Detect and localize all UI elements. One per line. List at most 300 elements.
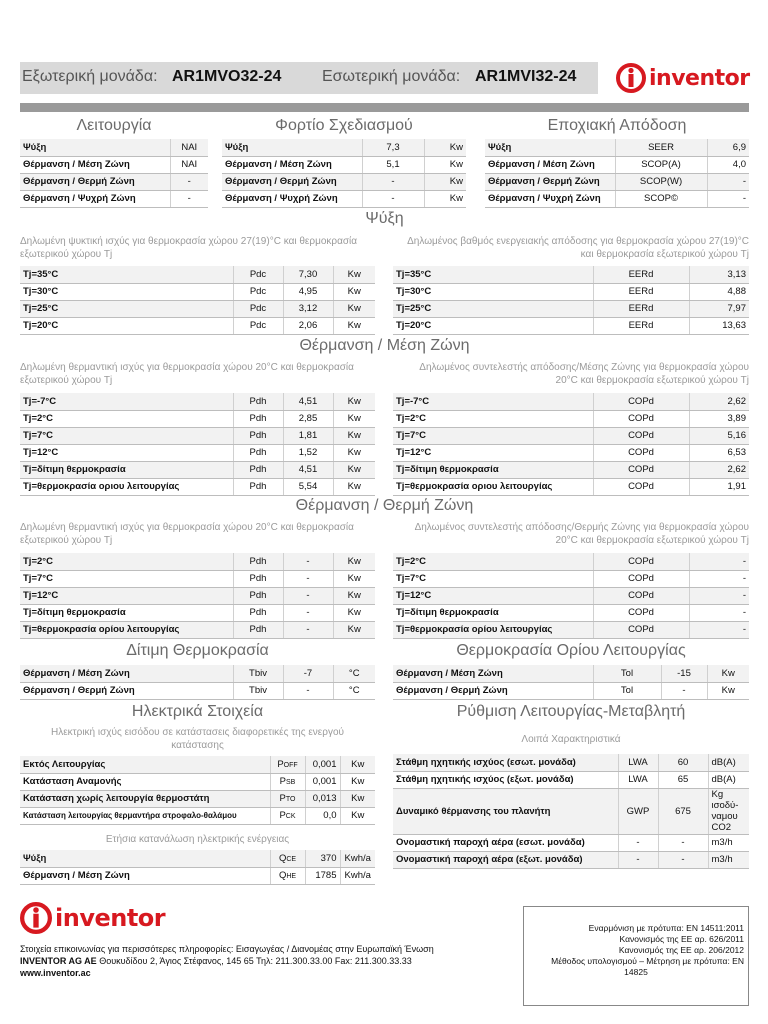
table-row xyxy=(20,427,375,444)
table-row xyxy=(20,756,375,773)
row-value: - xyxy=(283,621,333,638)
row-value-end: 2,62 xyxy=(689,393,749,410)
table-row xyxy=(20,190,208,207)
row-value-end: Kw xyxy=(333,587,375,604)
row-label: Tj=25°C xyxy=(393,300,593,317)
design-load-table xyxy=(222,139,466,208)
row-label: Tj=δίτιμη θερμοκρασία xyxy=(393,461,593,478)
row-value: - xyxy=(283,587,333,604)
row-value: COPd xyxy=(593,461,689,478)
table-row xyxy=(20,604,375,621)
heat-avg-cop-rows xyxy=(393,393,749,495)
row-value: Pdh xyxy=(233,553,283,570)
table-row xyxy=(20,266,375,283)
row-value-end: Kw xyxy=(333,410,375,427)
table-row xyxy=(20,478,375,495)
row-label: Θέρμανση / Θερμή Ζώνη xyxy=(393,682,593,699)
row-value: 60 xyxy=(658,754,708,771)
row-value: Tol xyxy=(593,682,661,699)
row-value-end: Kw xyxy=(333,266,375,283)
row-label: Tj=δίτιμη θερμοκρασία xyxy=(20,461,233,478)
row-label: Tj=12°C xyxy=(393,444,593,461)
row-value-end: 3,89 xyxy=(689,410,749,427)
standards-box xyxy=(523,906,749,1006)
table-row xyxy=(20,300,375,317)
brand-emblem-icon xyxy=(20,902,52,934)
row-value: Pdh xyxy=(233,621,283,638)
row-label: Ονομαστική παροχή αέρα (εξωτ. μονάδα) xyxy=(393,851,618,868)
row-value: SCOP© xyxy=(615,190,707,207)
row-value-end: 6,9 xyxy=(707,139,749,156)
symbol-subscript: CK xyxy=(285,813,296,820)
table-row xyxy=(20,587,375,604)
row-value: COPd xyxy=(593,570,689,587)
symbol-letter: P xyxy=(279,793,286,804)
row-value: Pdh xyxy=(233,570,283,587)
row-label: Εκτός Λειτουργίας xyxy=(20,756,270,773)
row-value-end: - xyxy=(689,570,749,587)
annual-table xyxy=(20,850,375,885)
row-label: Κατάσταση λειτουργίας θερμαντήρα στροφαλο-θαλάμου xyxy=(20,807,270,824)
cool-eer-desc: Δηλωμένος βαθμός ενεργειακής απόδοσης για θερμοκρασία χώρου 27(19)°C και θερμοκρασία εξωτερικού χώρου Tj xyxy=(407,236,749,260)
brand-logo-bottom xyxy=(20,902,165,934)
row-symbol xyxy=(270,773,305,790)
row-value: COPd xyxy=(593,621,689,638)
symbol-letter: Q xyxy=(278,870,287,881)
row-label: Ονομαστική παροχή αέρα (εσωτ. μονάδα) xyxy=(393,834,618,851)
row-symbol: - xyxy=(618,851,658,868)
heat-avg-capacity-table xyxy=(20,393,375,496)
row-value: EERd xyxy=(593,317,689,334)
row-symbol xyxy=(270,807,305,824)
row-value-end: Kw xyxy=(707,665,749,682)
row-label: Tj=2°C xyxy=(20,553,233,570)
heat-warm-cop-table xyxy=(393,553,749,639)
row-value: - xyxy=(362,190,424,207)
section-bivalent: Δίτιμη Θερμοκρασία xyxy=(126,642,269,659)
section-operation: Λειτουργία xyxy=(76,117,152,134)
row-label: Tj=δίτιμη θερμοκρασία xyxy=(393,604,593,621)
row-value: - xyxy=(283,570,333,587)
symbol-letter: P xyxy=(277,758,284,770)
electrical-rows xyxy=(20,756,375,824)
cool-eer-table xyxy=(393,266,749,335)
row-value-end: Kw xyxy=(333,444,375,461)
table-row xyxy=(20,156,208,173)
row-label: Δυναμικό θέρμανσης του πλανήτη xyxy=(393,788,618,834)
symbol-subscript: TO xyxy=(285,796,296,803)
row-label: Tj=θερμοκρασία ορίου λειτουργίας xyxy=(20,621,233,638)
row-unit: Kw xyxy=(340,807,375,824)
row-value: Pdh xyxy=(233,410,283,427)
row-label: Tj=θερμοκρασία οριου λειτουργίας xyxy=(393,478,593,495)
row-label: Θέρμανση / Μέση Ζώνη xyxy=(20,665,233,682)
row-value-end: °C xyxy=(333,682,375,699)
table-row xyxy=(485,190,749,207)
row-value-end: - xyxy=(707,190,749,207)
table-row xyxy=(393,461,749,478)
section-seasonal: Εποχιακή Απόδοση xyxy=(547,117,687,134)
footer-address: Θουκυδίδου 2, Άγιος Στέφανος, 145 65 Τηλ: 211.300.33.00 Fax: 211.300.33.33 xyxy=(96,956,412,966)
row-symbol xyxy=(270,867,305,884)
row-value-end: Kw xyxy=(424,156,466,173)
row-label: Θέρμανση / Θερμή Ζώνη xyxy=(485,173,615,190)
row-unit: Kw xyxy=(340,756,375,773)
row-value: COPd xyxy=(593,478,689,495)
standard-line: Εναρμόνιση με πρότυπα: EN 14511:2011 xyxy=(588,923,744,933)
row-unit: Kw xyxy=(340,790,375,807)
row-unit: Kw xyxy=(340,773,375,790)
row-value: SCOP(W) xyxy=(615,173,707,190)
row-label: Θέρμανση / Θερμή Ζώνη xyxy=(20,173,170,190)
row-label: Ψύξη xyxy=(485,139,615,156)
heat-avg-cop-table xyxy=(393,393,749,496)
row-value: Pdc xyxy=(233,283,283,300)
other-rows xyxy=(393,754,749,868)
operation-table xyxy=(20,139,208,208)
section-design-load: Φορτίο Σχεδιασμού xyxy=(275,117,413,134)
row-unit: m3/h xyxy=(708,851,749,868)
row-label: Κατάσταση Αναμονής xyxy=(20,773,270,790)
table-row xyxy=(20,790,375,807)
row-value: Pdh xyxy=(233,444,283,461)
table-row xyxy=(393,570,749,587)
row-value: - xyxy=(170,173,208,190)
row-unit: Kg ισοδύ-ναμου CO2 xyxy=(708,788,749,834)
table-row xyxy=(20,444,375,461)
row-value: Tbiv xyxy=(233,665,283,682)
row-value: 370 xyxy=(305,850,340,867)
row-unit: Kwh/a xyxy=(340,867,375,884)
row-label: Θέρμανση / Θερμή Ζώνη xyxy=(20,682,233,699)
table-row xyxy=(393,444,749,461)
heat-warm-capacity-table xyxy=(20,553,375,639)
row-value: 4,51 xyxy=(283,461,333,478)
row-value: 0,001 xyxy=(305,756,340,773)
row-value: SEER xyxy=(615,139,707,156)
row-value-end: - xyxy=(689,604,749,621)
table-row xyxy=(485,173,749,190)
section-heat-avg: Θέρμανση / Μέση Ζώνη xyxy=(299,337,470,354)
standard-line: 14825 xyxy=(624,967,648,977)
heat-avg-capacity-desc: Δηλωμένη θερμαντική ισχύς για θερμοκρασία χώρου 20°C και θερμοκρασία εξωτερικού χώρου Tj xyxy=(20,362,354,386)
row-value: ΝΑΙ xyxy=(170,139,208,156)
footer-address-line xyxy=(20,955,412,967)
row-value-end: Kw xyxy=(333,317,375,334)
table-row xyxy=(222,173,466,190)
row-value-end: 6,53 xyxy=(689,444,749,461)
row-value: 1,52 xyxy=(283,444,333,461)
row-value: - xyxy=(283,682,333,699)
symbol-subscript: CE xyxy=(286,855,297,863)
row-label: Tj=12°C xyxy=(393,587,593,604)
row-value: 0,013 xyxy=(305,790,340,807)
row-value: COPd xyxy=(593,410,689,427)
row-label: Tj=δίτιμη θερμοκρασία xyxy=(20,604,233,621)
row-label: Tj=7°C xyxy=(393,570,593,587)
row-value: 7,3 xyxy=(362,139,424,156)
row-value-end: - xyxy=(689,587,749,604)
footer-web: www.inventor.ac xyxy=(20,968,91,978)
standard-line: Κανονισμός της ΕΕ αρ. 206/2012 xyxy=(618,945,744,955)
row-value: Pdh xyxy=(233,604,283,621)
table-row xyxy=(393,300,749,317)
table-row xyxy=(20,553,375,570)
bivalent-table xyxy=(20,665,375,700)
cool-capacity-desc: Δηλωμένη ψυκτική ισχύς για θερμοκρασία χώρου 27(19)°C και θερμοκρασία εξωτερικού χώρου Tj xyxy=(20,236,358,260)
row-label: Θέρμανση / Ψυχρή Ζώνη xyxy=(222,190,362,207)
table-row xyxy=(393,771,749,788)
other-desc: Λοιπά Χαρακτηριστικά xyxy=(521,734,621,745)
section-electrical: Ηλεκτρικά Στοιχεία xyxy=(131,703,264,720)
row-label: Θέρμανση / Μέση Ζώνη xyxy=(393,665,593,682)
standard-line: Κανονισμός της ΕΕ αρ. 626/2011 xyxy=(619,934,744,944)
row-value-end: - xyxy=(689,553,749,570)
row-value-end: 5,16 xyxy=(689,427,749,444)
table-row xyxy=(20,807,375,824)
row-value: COPd xyxy=(593,393,689,410)
table-row xyxy=(393,604,749,621)
table-row xyxy=(393,754,749,771)
table-row xyxy=(20,410,375,427)
row-value-end: Kw xyxy=(707,682,749,699)
symbol-subscript: OFF xyxy=(283,761,298,769)
row-value: 1785 xyxy=(305,867,340,884)
row-label: Tj=-7°C xyxy=(393,393,593,410)
row-value: 7,30 xyxy=(283,266,333,283)
row-label: Θέρμανση / Μέση Ζώνη xyxy=(222,156,362,173)
table-row xyxy=(222,156,466,173)
other-table xyxy=(393,754,749,869)
table-row xyxy=(20,850,375,867)
seasonal-table xyxy=(485,139,749,208)
row-label: Tj=20°C xyxy=(20,317,233,334)
outdoor-unit-model: AR1MVO32-24 xyxy=(172,68,282,85)
row-value: 2,85 xyxy=(283,410,333,427)
symbol-letter: Q xyxy=(278,852,287,864)
row-value: Pdc xyxy=(233,300,283,317)
symbol-letter: P xyxy=(279,776,286,787)
row-unit: dB(A) xyxy=(708,771,749,788)
row-value: Tbiv xyxy=(233,682,283,699)
cool-eer-rows xyxy=(393,266,749,334)
row-label: Tj=2°C xyxy=(393,553,593,570)
row-value: -15 xyxy=(661,665,707,682)
brand-name-bottom: inventor xyxy=(55,904,166,932)
row-label: Στάθμη ηχητικής ισχύος (εσωτ. μονάδα) xyxy=(393,754,618,771)
row-value: - xyxy=(658,834,708,851)
table-row xyxy=(20,570,375,587)
row-label: Tj=12°C xyxy=(20,587,233,604)
row-label: Θέρμανση / Θερμή Ζώνη xyxy=(222,173,362,190)
row-value-end: Kw xyxy=(333,570,375,587)
row-symbol xyxy=(270,756,305,773)
electrical-table xyxy=(20,756,375,825)
row-value-end: Kw xyxy=(333,604,375,621)
row-value-end: 3,13 xyxy=(689,266,749,283)
row-label: Tj=θερμοκρασία οριου λειτουργίας xyxy=(20,478,233,495)
row-label: Tj=θερμοκρασία ορίου λειτουργίας xyxy=(393,621,593,638)
table-row xyxy=(393,553,749,570)
footer-company: INVENTOR AG AE xyxy=(20,956,97,966)
row-value: 5,1 xyxy=(362,156,424,173)
row-symbol: - xyxy=(618,834,658,851)
row-label: Tj=-7°C xyxy=(20,393,233,410)
row-label: Tj=7°C xyxy=(20,427,233,444)
row-value: 4,95 xyxy=(283,283,333,300)
row-value: 4,51 xyxy=(283,393,333,410)
section-control: Ρύθμιση Λειτουργίας-Μεταβλητή xyxy=(456,703,686,720)
row-value-end: - xyxy=(707,173,749,190)
section-heat-warm: Θέρμανση / Θερμή Ζώνη xyxy=(295,497,474,514)
row-value-end: 4,0 xyxy=(707,156,749,173)
row-value: Pdh xyxy=(233,427,283,444)
table-row xyxy=(20,393,375,410)
row-value: -7 xyxy=(283,665,333,682)
row-label: Θέρμανση / Ψυχρή Ζώνη xyxy=(485,190,615,207)
footer-contact: Στοιχεία επικοινωνίας για περισσότερες πληροφορίες: Εισαγωγέας / Διανομέας στην Ευρωπαϊκή Ένωση xyxy=(20,944,434,954)
row-value: COPd xyxy=(593,553,689,570)
table-row xyxy=(393,393,749,410)
row-label: Tj=35°C xyxy=(393,266,593,283)
row-label: Θέρμανση / Μέση Ζώνη xyxy=(20,156,170,173)
row-value-end: Kw xyxy=(333,478,375,495)
row-label: Θέρμανση / Μέση Ζώνη xyxy=(20,867,270,884)
row-value-end: Kw xyxy=(333,621,375,638)
header-rule xyxy=(20,103,749,112)
brand-emblem-icon xyxy=(616,63,646,93)
row-unit: Kwh/a xyxy=(340,850,375,867)
op-limit-table xyxy=(393,665,749,700)
table-row xyxy=(393,621,749,638)
row-value: 2,06 xyxy=(283,317,333,334)
table-row xyxy=(20,665,375,682)
row-label: Tj=7°C xyxy=(20,570,233,587)
indoor-unit-label: Εσωτερική μονάδα: xyxy=(322,68,461,85)
table-row xyxy=(20,621,375,638)
symbol-subscript: SB xyxy=(286,779,296,786)
row-value-end: - xyxy=(689,621,749,638)
row-value: Pdc xyxy=(233,266,283,283)
table-row xyxy=(393,317,749,334)
row-symbol: LWA xyxy=(618,754,658,771)
row-value-end: Kw xyxy=(333,461,375,478)
row-label: Θέρμανση / Μέση Ζώνη xyxy=(485,156,615,173)
row-label: Στάθμη ηχητικής ισχύος (εξωτ. μονάδα) xyxy=(393,771,618,788)
row-value-end: 2,62 xyxy=(689,461,749,478)
table-row xyxy=(393,587,749,604)
row-value: COPd xyxy=(593,604,689,621)
row-value: - xyxy=(661,682,707,699)
table-row xyxy=(393,665,749,682)
brand-name: inventor xyxy=(649,65,750,91)
row-value: Tol xyxy=(593,665,661,682)
design-load-rows xyxy=(222,139,466,207)
heat-warm-cop-rows xyxy=(393,553,749,638)
row-value: Pdh xyxy=(233,393,283,410)
row-value: 0,001 xyxy=(305,773,340,790)
heat-avg-capacity-rows xyxy=(20,393,375,495)
table-row xyxy=(20,139,208,156)
row-value-end: Kw xyxy=(424,190,466,207)
row-value: 65 xyxy=(658,771,708,788)
table-row xyxy=(393,427,749,444)
row-value: EERd xyxy=(593,266,689,283)
brand-logo-top xyxy=(616,63,750,93)
row-value-end: Kw xyxy=(333,283,375,300)
table-row xyxy=(20,283,375,300)
row-value-end: 13,63 xyxy=(689,317,749,334)
row-label: Ψύξη xyxy=(222,139,362,156)
row-label: Tj=30°C xyxy=(393,283,593,300)
row-value-end: Kw xyxy=(333,553,375,570)
table-row xyxy=(20,173,208,190)
table-row xyxy=(393,478,749,495)
row-value: 3,12 xyxy=(283,300,333,317)
row-value: - xyxy=(283,553,333,570)
row-value-end: 1,91 xyxy=(689,478,749,495)
row-value-end: Kw xyxy=(333,427,375,444)
table-row xyxy=(393,410,749,427)
row-value: - xyxy=(362,173,424,190)
operation-rows xyxy=(20,139,208,207)
row-label: Tj=12°C xyxy=(20,444,233,461)
table-row xyxy=(20,773,375,790)
cool-capacity-table xyxy=(20,266,375,335)
row-value: Pdh xyxy=(233,461,283,478)
heat-warm-capacity-rows xyxy=(20,553,375,638)
row-value: SCOP(A) xyxy=(615,156,707,173)
row-unit: m3/h xyxy=(708,834,749,851)
bivalent-rows xyxy=(20,665,375,699)
table-row xyxy=(20,461,375,478)
standard-line: Μέθοδος υπολογισμού – Μέτρηση με πρότυπα: EN xyxy=(551,956,744,966)
row-symbol: GWP xyxy=(618,788,658,834)
row-value: - xyxy=(283,604,333,621)
row-value-end: Kw xyxy=(333,300,375,317)
row-label: Tj=7°C xyxy=(393,427,593,444)
row-label: Tj=20°C xyxy=(393,317,593,334)
row-symbol xyxy=(270,790,305,807)
electrical-desc: Ηλεκτρική ισχύς εισόδου σε κατάστασεις διαφορετικές της ενεργού κατάστασης xyxy=(51,727,344,751)
table-row xyxy=(20,317,375,334)
row-label: Ψύξη xyxy=(20,139,170,156)
table-row xyxy=(393,682,749,699)
section-cooling: Ψύξη xyxy=(365,210,404,227)
row-value: COPd xyxy=(593,444,689,461)
row-label: Tj=25°C xyxy=(20,300,233,317)
heat-warm-cop-desc: Δηλωμένος συντελεστής απόδοσης/Θερμής Ζώνης για θερμοκρασία χώρου 20°C και θερμοκρασία εξωτερικού χώρου Tj xyxy=(414,522,749,546)
table-row xyxy=(20,682,375,699)
table-row xyxy=(393,851,749,868)
indoor-unit-model: AR1MVI32-24 xyxy=(475,68,577,85)
table-row xyxy=(393,834,749,851)
row-label: Tj=30°C xyxy=(20,283,233,300)
row-value-end: Kw xyxy=(333,393,375,410)
table-row xyxy=(393,266,749,283)
symbol-subscript: HE xyxy=(286,873,297,880)
outdoor-unit-label: Εξωτερική μονάδα: xyxy=(22,68,158,85)
row-symbol xyxy=(270,850,305,867)
row-value: COPd xyxy=(593,587,689,604)
row-value: 0,0 xyxy=(305,807,340,824)
row-value-end: 7,97 xyxy=(689,300,749,317)
row-value: COPd xyxy=(593,427,689,444)
row-symbol: LWA xyxy=(618,771,658,788)
table-row xyxy=(485,156,749,173)
table-row xyxy=(393,283,749,300)
row-value: 1,81 xyxy=(283,427,333,444)
